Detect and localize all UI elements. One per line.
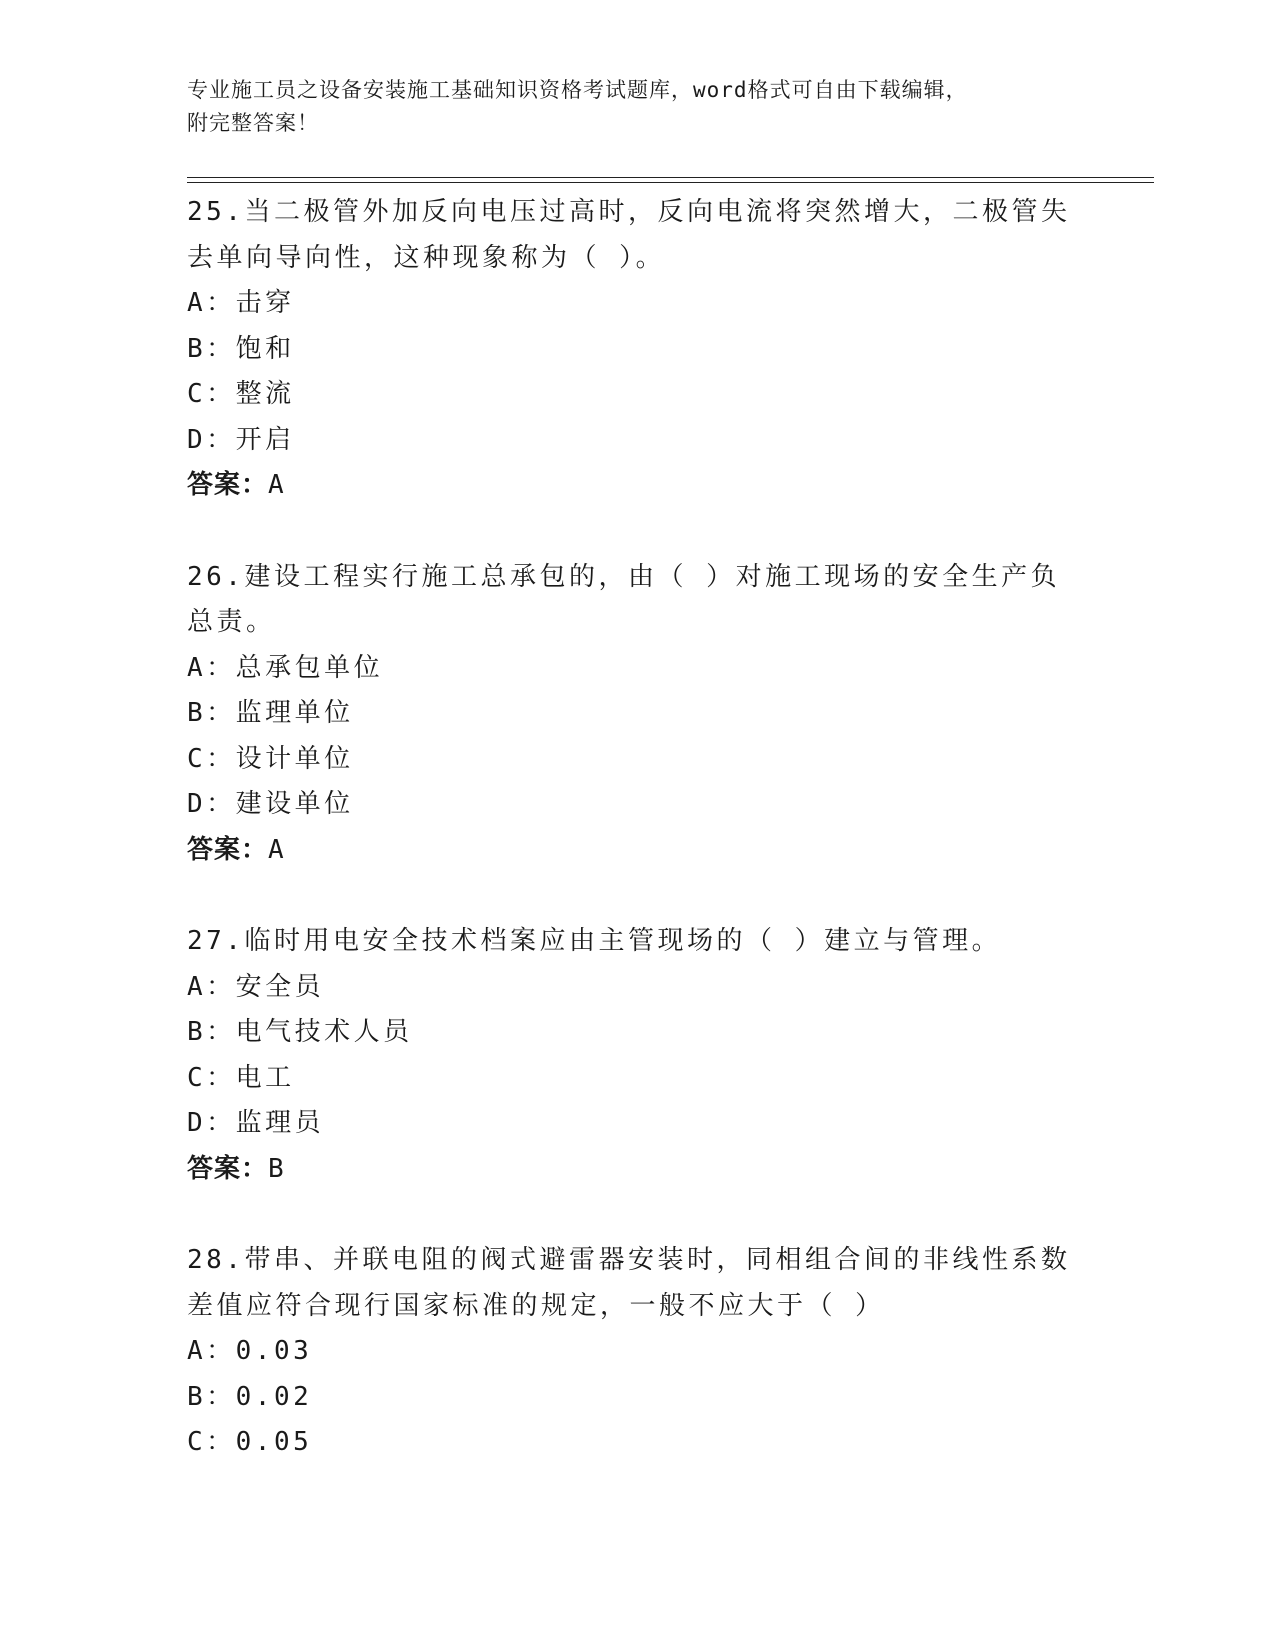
question-stem: 26.建设工程实行施工总承包的，由（ ）对施工现场的安全生产负总责。 (187, 561, 1061, 637)
question-28 (187, 1238, 1087, 1466)
option-a: A：总承包单位 (187, 652, 384, 683)
question-stem: 25.当二极管外加反向电压过高时，反向电流将突然增大，二极管失去单向导向性，这种现象称为（ ）。 (187, 197, 1071, 273)
document-header (187, 74, 1087, 140)
header-divider-bottom (187, 182, 1154, 183)
header-line-1: 专业施工员之设备安装施工基础知识资格考试题库，word格式可自由下载编辑， (187, 78, 968, 102)
option-b: B：0.02 (187, 1381, 313, 1412)
answer-value: A (268, 834, 285, 865)
option-a: A：0.03 (187, 1336, 313, 1366)
answer (187, 828, 1087, 874)
question-26 (187, 555, 1087, 874)
option-c: C：电工 (187, 1062, 295, 1093)
answer-label: 答案： (187, 834, 269, 865)
option-d: D：建设单位 (187, 789, 354, 819)
option-c: C：设计单位 (187, 743, 354, 774)
option-b: B：电气技术人员 (187, 1017, 413, 1047)
header-divider-top (187, 177, 1154, 178)
option-d: D：开启 (187, 424, 295, 455)
answer-label: 答案： (187, 470, 269, 500)
question-stem: 27.临时用电安全技术档案应由主管现场的（ ）建立与管理。 (187, 926, 1002, 956)
option-a: A：安全员 (187, 971, 325, 1002)
answer-label: 答案： (187, 1153, 269, 1184)
question-25 (187, 190, 1087, 509)
option-a: A：击穿 (187, 288, 295, 318)
answer-value: B (268, 1153, 285, 1184)
question-list (187, 190, 1087, 1512)
answer (187, 463, 1087, 509)
option-c: C：整流 (187, 379, 295, 409)
option-d: D：监理员 (187, 1108, 325, 1138)
answer (187, 1147, 1087, 1193)
question-stem: 28.带串、并联电阻的阀式避雷器安装时，同相组合间的非线性系数差值应符合现行国家标准的规定，一般不应大于（ ） (187, 1245, 1071, 1321)
option-b: B：监理单位 (187, 698, 354, 728)
option-c: C：0.05 (187, 1427, 313, 1457)
answer-value: A (268, 470, 285, 500)
option-b: B：饱和 (187, 333, 295, 364)
question-27 (187, 919, 1087, 1192)
header-line-2: 附完整答案！ (187, 111, 319, 135)
